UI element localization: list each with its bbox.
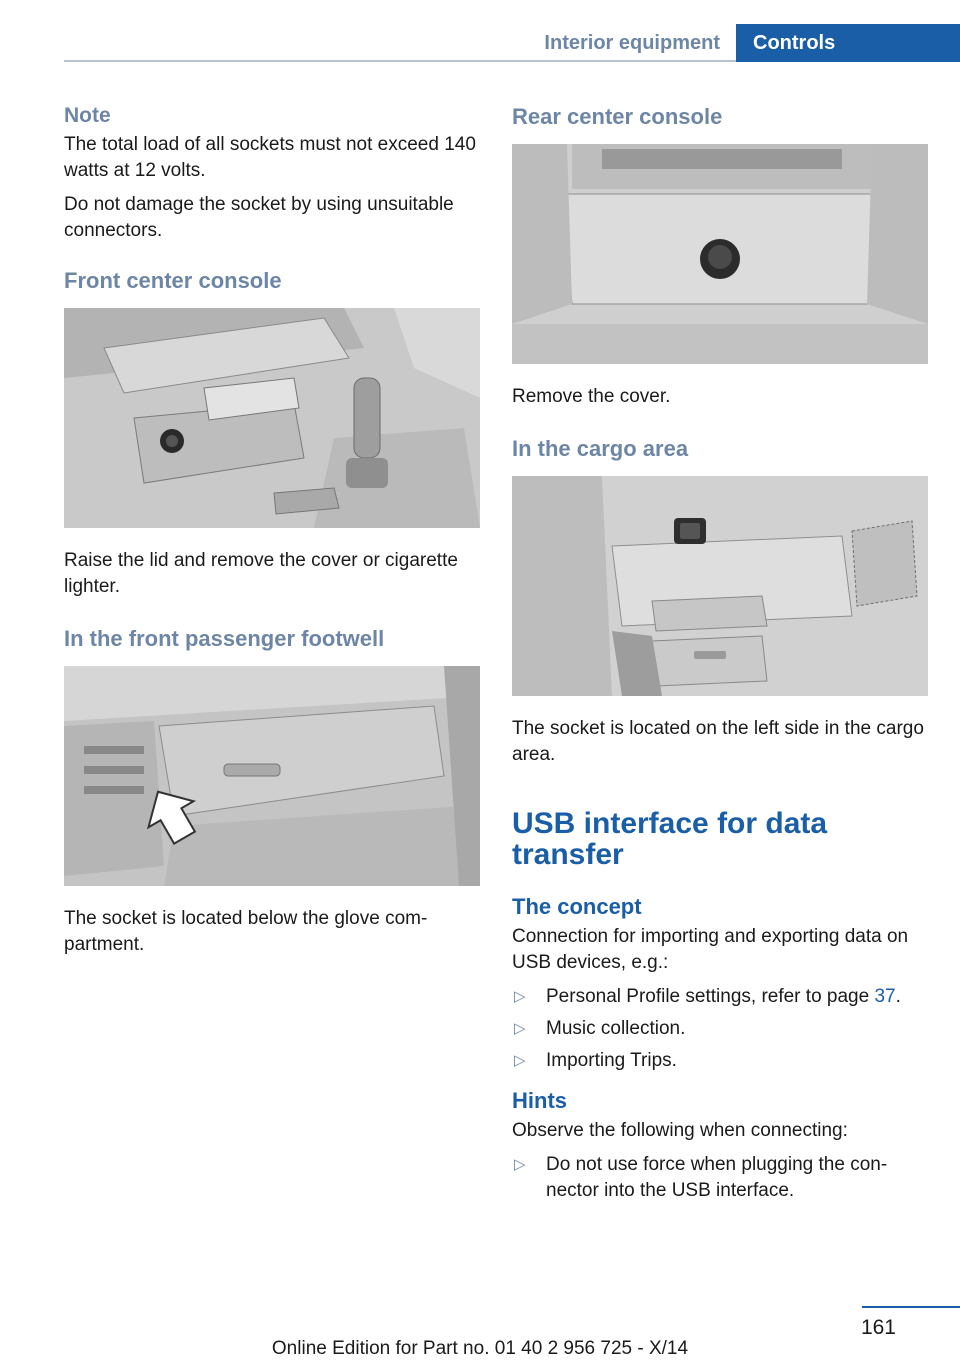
cargo-caption: The socket is located on the left side in the cargo area. [512,718,924,765]
cargo-heading: In the cargo area [512,436,689,461]
front-console-illustration [64,308,480,528]
hints-list [512,1152,928,1204]
bullet-triangle-icon: ▷ [514,988,526,1005]
front-console-caption: Raise the lid and remove the cover or cigarette lighter. [64,550,458,597]
cargo-photo [512,476,928,696]
cargo-illustration [512,476,928,696]
note-load-text: The total load of all sockets must not exceed 140 watts at 12 volts. [64,134,476,181]
concept-list [512,984,928,1074]
front-console-heading: Front center console [64,268,282,293]
list-item [512,984,928,1010]
rear-console-caption: Remove the cover. [512,386,671,407]
list-item-text: Music collection. [546,1018,686,1039]
concept-heading: The concept [512,894,642,919]
edition-footer: Online Edition for Part no. 01 40 2 956 725 - X/14 [271,1338,689,1359]
list-item-text: Personal Profile settings, refer to page [546,986,875,1007]
front-console-photo [64,308,480,528]
list-item-text: Importing Trips. [546,1050,677,1071]
right-column [512,100,928,1212]
left-column [64,100,480,966]
rear-console-heading: Rear center console [512,104,723,129]
hints-heading: Hints [512,1088,567,1113]
bullet-triangle-icon: ▷ [514,1156,526,1173]
footwell-caption: The socket is located below the glove com-partment. [64,908,428,955]
list-item [512,1016,928,1042]
bullet-triangle-icon: ▷ [514,1052,526,1069]
usb-heading: USB interface for data transfer [512,807,828,871]
rear-console-photo [512,144,928,364]
hints-text: Observe the following when connecting: [512,1120,848,1141]
rear-console-illustration [512,144,928,364]
header-chapter-tab: Controls [736,24,960,62]
bullet-triangle-icon: ▷ [514,1020,526,1037]
page-number: 161 [860,1316,896,1339]
concept-text: Connection for importing and exporting data on USB devices, e.g.: [512,926,909,973]
list-item-text: Do not use force when plugging the con-nector into the USB interface. [546,1154,888,1201]
list-item-punct: . [895,986,901,1007]
header-section-title: Interior equipment [544,32,720,54]
page-reference-link[interactable]: 37 [874,986,896,1007]
list-item [512,1048,928,1074]
note-heading: Note [64,104,111,127]
list-item [512,1152,928,1204]
footer-rule [862,1306,960,1308]
note-damage-text: Do not damage the socket by using unsuitable connectors. [64,194,454,241]
footwell-photo [64,666,480,886]
footwell-heading: In the front passenger footwell [64,626,385,651]
footwell-illustration [64,666,480,886]
